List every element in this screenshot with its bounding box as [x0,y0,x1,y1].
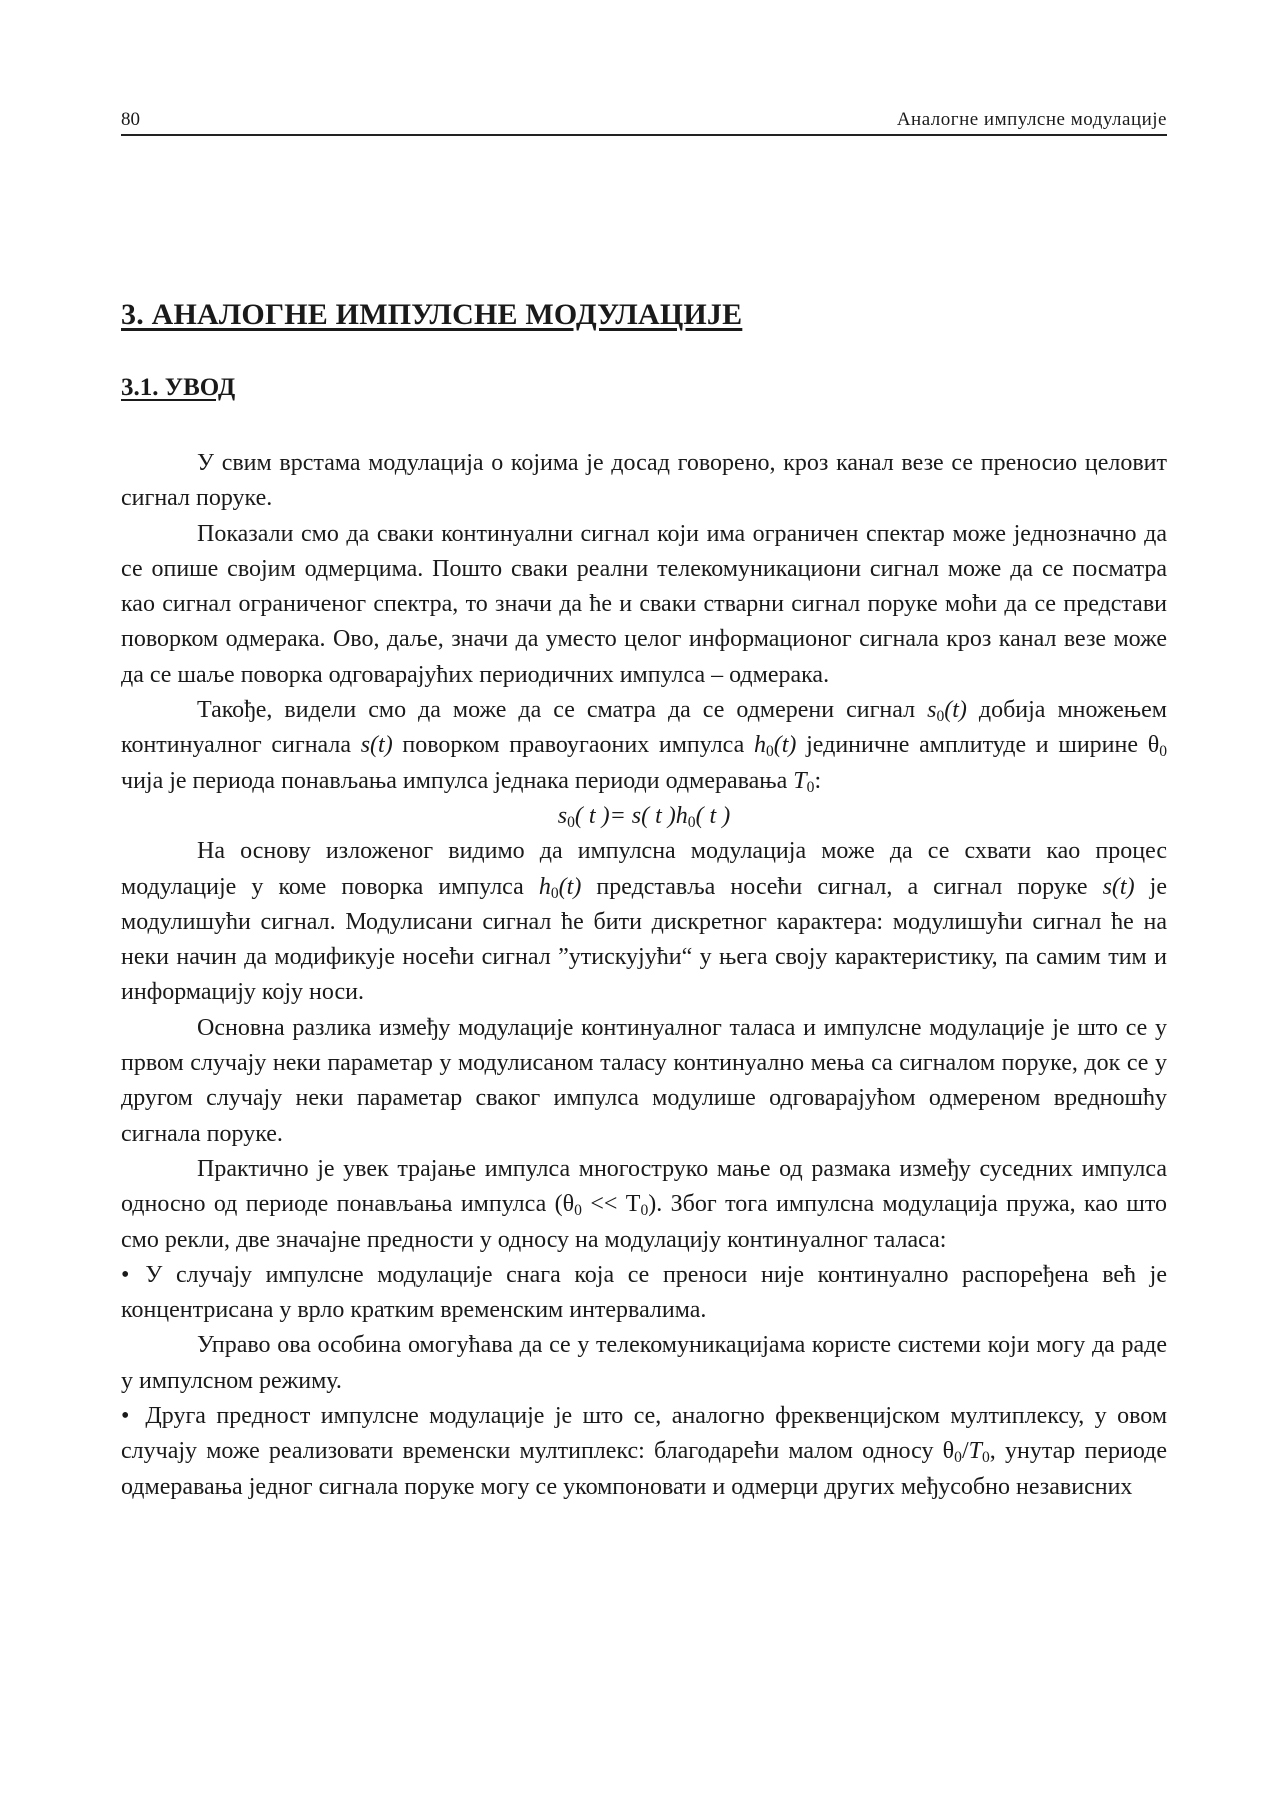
symbol-T0: $T_0$ [793,767,815,796]
paragraph-2: Показали смо да сваки континуални сигнал који има ограничен спектар може једнозначно да се опише својим одмерцима. Пошто сваки реални телекомуникациони сигнал може да се посматра као сигнал ограниченог спектра, то значи да ће и сваки стварни сигнал поруке моћи да се представи поворком одмерака. Ово, даље, значи да уместо целог информационог сигнала кроз канал везе може да се шаље поворка одговарајућих периодичних импулса – одмерака. [121,520,1167,688]
paragraph-6: Практично је увек трајање импулса многоструко мање од размака између суседних импулса односно од периоде понављања импулса $(\theta_0 << T_0)$. Због тога импулсна модулација пружа, као што смо рекли, две значајне предности у односу на модулацију континуалног таласа: [121,1155,1167,1253]
symbol-s0t: $s_0(t)$ [927,697,967,725]
paragraph-1: У свим врстама модулација о којима је досад говорено, кроз канал везе се преносио целовит сигнал поруке. [121,450,1167,512]
symbol-st: s(t) [360,732,393,759]
section-title: 3.1. УВОД [121,374,236,401]
symbol-h0t: $h_0(t)$ [538,873,582,902]
running-title: Аналогне импулсне модулације [896,109,1167,130]
page-number: 80 [121,109,140,130]
paragraph-7: Управо ова особина омогућава да се у телекомуникацијама користе системи који могу да раде у импулсном режиму. [121,1332,1167,1394]
bullet-item-1: • У случају импулсне модулације снага која се преноси није континуално распоређена већ је концентрисана у врло кратким временским интервалима. [121,1258,1167,1329]
body-text [121,446,1167,1505]
page-header [121,106,1167,136]
bullet-item-2: • Друга предност импулсне модулације је што се, аналогно фреквенцијском мултиплексу, у овом случају може реализовати временски мултиплекс: благодарећи малом односу $\theta_0/T_0$, унутар периоде одмеравања једног сигнала поруке могу се укомпоновати и одмерци других међусобно независних [121,1399,1167,1505]
paragraph-3: Такође, видели смо да може да се сматра да се одмерени сигнал $s_0(t)$ добија множењем континуалног сигнала s(t) поворком правоугаоних импулса $h_0(t)$ јединичне амплитуде и ширине $\theta_0$ чија је периода понављања импулса једнака периоди одмеравања $T_0$: [121,697,1167,796]
symbol-st: s(t) [1102,873,1135,900]
symbol-theta0: $\theta_0$ [1147,732,1167,761]
symbol-h0t: $h_0(t)$ [753,732,797,761]
paragraph-4: На основу изложеног видимо да импулсна модулација може да се схвати као процес модулације у коме поворка импулса $h_0(t)$ представља носећи сигнал, а сигнал поруке s(t) је модулишући сигнал. Модулисани сигнал ће бити дискретног карактера: модулишући сигнал ће на неки начин да модификује носећи сигнал ”утискујући“ у њега своју карактеристику, па самим тим и информацију коју носи. [121,838,1167,1006]
chapter-title: 3. АНАЛОГНЕ ИМПУЛСНЕ МОДУЛАЦИЈЕ [121,298,743,331]
formula: $s_0$( t )= s( t )$h_0$( t ) [557,802,731,831]
paragraph-5: Основна разлика између модулације континуалног таласа и импулсне модулације је што се у првом случају неки параметар у модулисаном таласу континуално мења са сигналом поруке, док се у другом случају неки параметар сваког импулса модулише одговарајућом одмереном вредношћу сигнала поруке. [121,1014,1167,1147]
